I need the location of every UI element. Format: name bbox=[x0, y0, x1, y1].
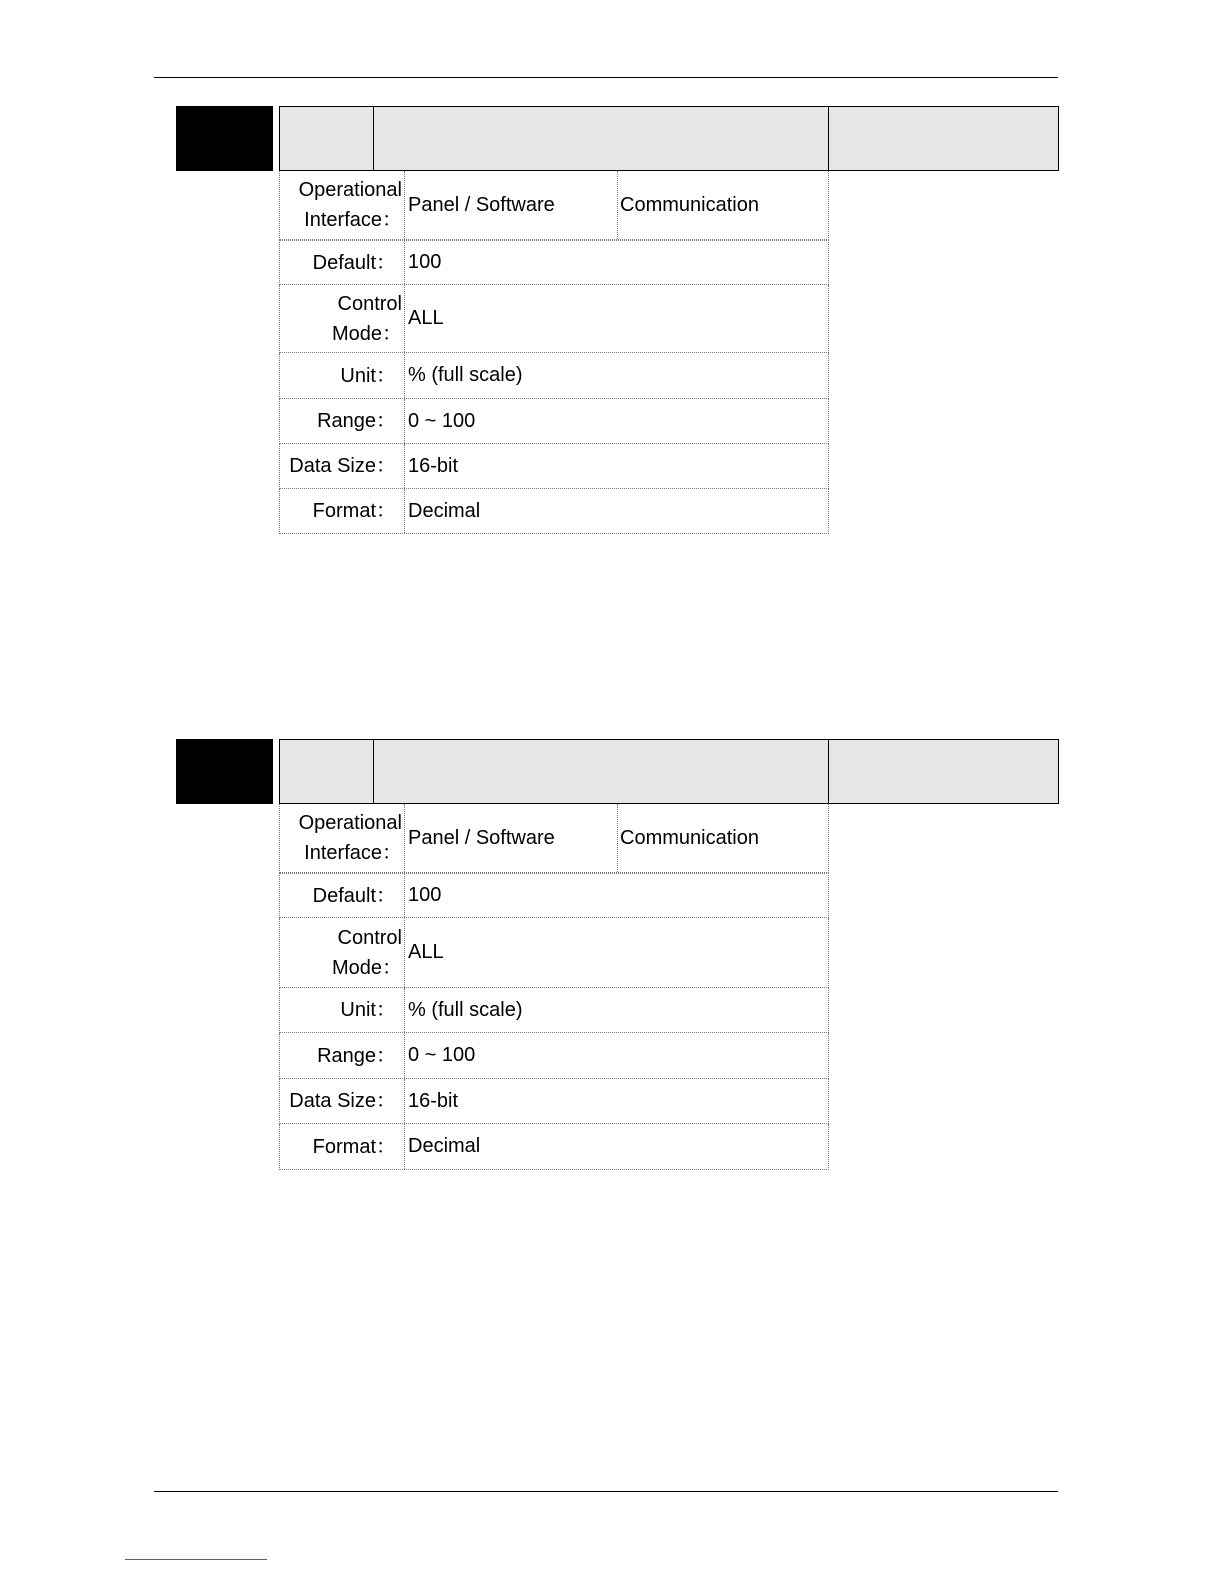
field-label: Unit： bbox=[280, 988, 405, 1032]
field-value-secondary: Communication bbox=[617, 804, 828, 872]
field-value-secondary: Communication bbox=[617, 171, 828, 239]
field-value: ALL bbox=[408, 307, 444, 329]
field-value: Panel / Software bbox=[408, 193, 555, 216]
field-value: 0 ~ 100 bbox=[408, 409, 476, 432]
field-label: Data Size： bbox=[280, 444, 405, 488]
field-row-default bbox=[279, 240, 829, 285]
field-row-data-size bbox=[279, 1079, 829, 1124]
field-value: Decimal bbox=[408, 1135, 481, 1157]
field-row-operational-interface bbox=[279, 804, 829, 873]
parameter-header-cell-name bbox=[373, 106, 829, 171]
field-value: 100 bbox=[408, 251, 442, 273]
field-row-range bbox=[279, 1033, 829, 1079]
parameter-header-cell-address bbox=[279, 106, 374, 171]
field-value: % (full scale) bbox=[408, 364, 523, 386]
field-row-unit bbox=[279, 353, 829, 399]
field-value: 16-bit bbox=[408, 454, 459, 477]
field-label: Range： bbox=[280, 1033, 405, 1078]
field-value: 16-bit bbox=[408, 1089, 459, 1112]
parameter-header-cell-section bbox=[828, 106, 1059, 171]
parameter-header-cell-section bbox=[828, 739, 1059, 804]
field-row-unit bbox=[279, 988, 829, 1033]
header-rule bbox=[154, 77, 1058, 78]
field-label: Operational Interface： bbox=[280, 171, 405, 239]
field-label: Unit： bbox=[280, 353, 405, 398]
field-label: Format： bbox=[280, 1124, 405, 1169]
field-row-control-mode bbox=[279, 918, 829, 988]
parameter-code-box bbox=[176, 106, 273, 171]
field-label: Data Size： bbox=[280, 1079, 405, 1123]
field-label: Control Mode： bbox=[280, 918, 405, 987]
field-row-data-size bbox=[279, 444, 829, 489]
parameter-header-cell-address bbox=[279, 739, 374, 804]
field-label: Format： bbox=[280, 489, 405, 533]
field-row-format bbox=[279, 489, 829, 534]
field-label: Control Mode： bbox=[280, 285, 405, 352]
field-value: Decimal bbox=[408, 499, 481, 522]
field-label: Default： bbox=[280, 874, 405, 917]
field-row-format bbox=[279, 1124, 829, 1170]
footer-rule bbox=[154, 1491, 1058, 1492]
field-row-control-mode bbox=[279, 285, 829, 353]
field-row-default bbox=[279, 873, 829, 918]
parameter-code-box bbox=[176, 739, 273, 804]
field-value: 0 ~ 100 bbox=[408, 1044, 476, 1066]
field-value: % (full scale) bbox=[408, 998, 523, 1021]
field-row-operational-interface bbox=[279, 171, 829, 240]
field-label: Default： bbox=[280, 241, 405, 284]
field-value: ALL bbox=[408, 941, 444, 963]
field-label: Range： bbox=[280, 399, 405, 443]
field-value: Panel / Software bbox=[408, 826, 555, 849]
footer-link-underline[interactable] bbox=[125, 1559, 267, 1560]
field-label: Operational Interface： bbox=[280, 804, 405, 872]
field-row-range bbox=[279, 399, 829, 444]
field-value: 100 bbox=[408, 884, 442, 906]
parameter-header-cell-name bbox=[373, 739, 829, 804]
